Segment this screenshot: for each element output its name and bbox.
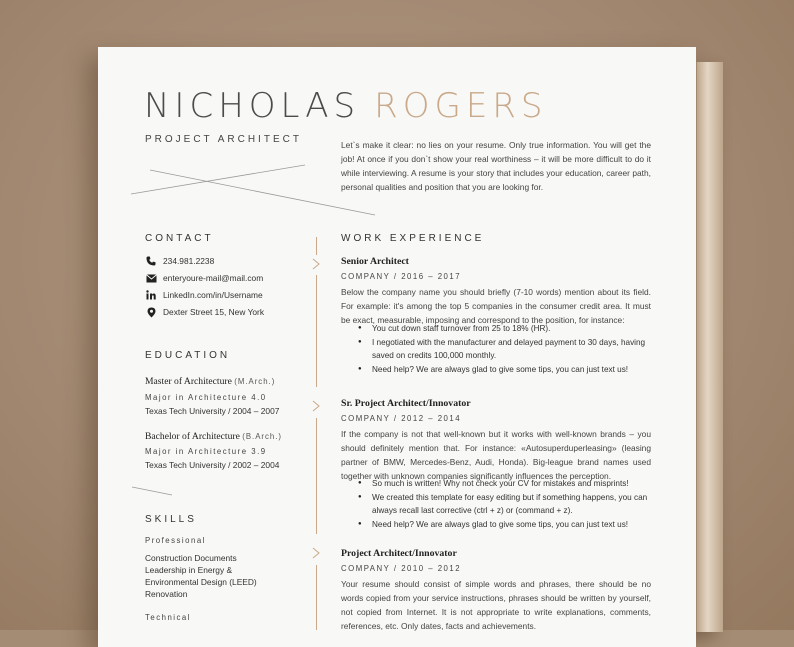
- degree-name: Master of Architecture: [145, 376, 232, 387]
- skills-heading: SKILLS: [145, 514, 197, 525]
- timeline-line: [316, 565, 317, 630]
- education-heading: EDUCATION: [145, 350, 231, 361]
- chevron-right-icon: [311, 400, 321, 412]
- degree-abbr: (B.Arch.): [242, 432, 282, 441]
- contact-text: Dexter Street 15, New York: [163, 307, 265, 317]
- bullet-item: ● So much is written! Why not check your CV for mistakes and misprints!: [358, 477, 650, 491]
- contact-text: 234.981.2238: [163, 256, 215, 266]
- resume-job-title: PROJECT ARCHITECT: [145, 134, 302, 145]
- linkedin-icon: [145, 289, 157, 301]
- job-company-dates: COMPANY / 2012 – 2014: [341, 414, 462, 423]
- education-major: Major in Architecture 3.9: [145, 447, 267, 456]
- mail-icon: [145, 272, 157, 284]
- timeline-line: [316, 237, 317, 255]
- contact-linkedin: [145, 288, 263, 302]
- skill-item: Leadership in Energy &: [145, 565, 233, 575]
- timeline-line: [316, 275, 317, 387]
- contact-phone: [145, 254, 214, 268]
- chevron-right-icon: [311, 258, 321, 270]
- job-title: Senior Architect: [341, 256, 409, 267]
- bullet-item: ● I negotiated with the manufacturer and delayed payment to 30 days, having saved on credits 100,000 monthly.: [358, 336, 650, 363]
- job-title: Sr. Project Architect/Innovator: [341, 398, 471, 409]
- job-company-dates: COMPANY / 2010 – 2012: [341, 564, 462, 573]
- chevron-right-icon: [311, 547, 321, 559]
- job-description: Your resume should consist of simple words and phrases, there should be no words copied from your service instructions, phrases should be written by yourself, not copied from Internet. It is not appropriate to write explanations, comments, references, etc. Only dates, facts and achievements.: [341, 579, 651, 631]
- bullet-item: ● We created this template for easy editing but if something happens, you can always recall last corrective (ctrl + z) or (command + z).: [358, 491, 650, 518]
- contact-text: enteryoure-mail@mail.com: [163, 273, 264, 283]
- degree-abbr: (M.Arch.): [234, 377, 276, 386]
- work-experience-heading: WORK EXPERIENCE: [341, 233, 485, 244]
- job-bullets: [358, 477, 650, 531]
- contact-address: [145, 305, 264, 319]
- job-bullets: [358, 322, 650, 376]
- contact-email: [145, 271, 263, 285]
- skills-technical-heading: Technical: [145, 613, 192, 622]
- education-school: Texas Tech University / 2004 – 2007: [145, 406, 280, 416]
- education-degree: [145, 431, 282, 442]
- bullet-item: ● You cut down staff turnover from 25 to 18% (HR).: [358, 322, 650, 336]
- degree-name: Bachelor of Architecture: [145, 431, 240, 442]
- skills-professional-heading: Professional: [145, 536, 206, 545]
- skill-item: Renovation: [145, 589, 188, 599]
- location-pin-icon: [145, 306, 157, 318]
- job-title: Project Architect/Innovator: [341, 548, 457, 559]
- job-description: If the company is not that well-known but it works with well-known brands – you should definitely mention that. For instance: «Autosuperduperleasing» (leasing partner of BMW, Mercedes-Benz, Audi, Honda). Big-league brand names used together with unknown companies significantly influences the perception.: [341, 429, 651, 481]
- timeline-line: [316, 418, 317, 534]
- skill-item: Construction Documents: [145, 553, 237, 563]
- contact-text: LinkedIn.com/in/Username: [163, 290, 263, 300]
- job-company-dates: COMPANY / 2016 – 2017: [341, 272, 462, 281]
- education-degree: [145, 376, 275, 387]
- last-name: ROGERS: [374, 86, 548, 126]
- education-school: Texas Tech University / 2002 – 2004: [145, 460, 280, 470]
- skill-item: Environmental Design (LEED): [145, 577, 257, 587]
- phone-icon: [145, 255, 157, 267]
- bullet-item: ● Need help? We are always glad to give some tips, you can just text us!: [358, 363, 650, 377]
- bullet-item: ● Need help? We are always glad to give some tips, you can just text us!: [358, 518, 650, 532]
- job-description: Below the company name you should briefly (7-10 words) mention about its field. For example: it's among the top 5 companies in the consumer credit area. It must be exact, measurable, imposing and correspond to the position, for instance:: [341, 287, 651, 325]
- education-major: Major in Architecture 4.0: [145, 393, 267, 402]
- contact-heading: CONTACT: [145, 233, 214, 244]
- intro-paragraph: Let`s make it clear: no lies on your resume. Only true information. You will get the job! At once if you don`t show your real worthiness – it will be more difficult to do it while interviewing. A resume is your story that includes your education, career path, personal qualities and position that you are looking for.: [341, 140, 651, 192]
- first-name: NICHOLAS: [144, 86, 361, 126]
